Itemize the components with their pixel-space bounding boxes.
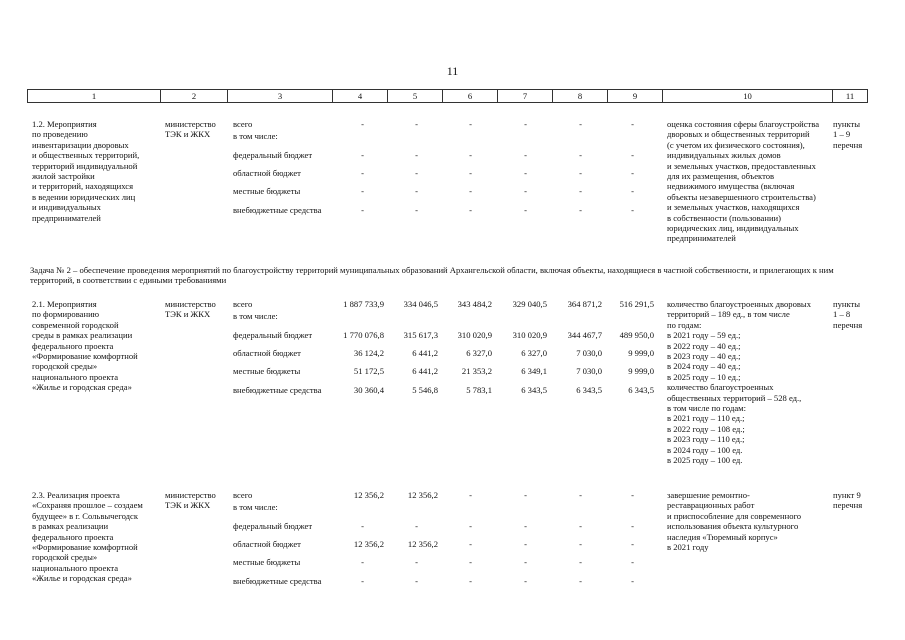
header-col-3: 3 — [228, 90, 333, 103]
value-cell-regional: - — [524, 168, 527, 178]
budget-source-label: местные бюджеты — [233, 186, 301, 196]
value-cell-extra: 5 783,1 — [466, 385, 492, 395]
value-cell-federal: 489 950,0 — [619, 330, 654, 340]
indicator-ref: пункты 1 – 9 перечня — [833, 119, 863, 150]
value-cell-extra: - — [469, 205, 472, 215]
budget-source-label: местные бюджеты — [233, 557, 301, 567]
value-cell-total: 329 040,5 — [512, 299, 547, 309]
indicator-ref: пункт 9 перечня — [833, 490, 863, 511]
header-col-1: 1 — [28, 90, 161, 103]
value-cell-local: 9 999,0 — [628, 366, 654, 376]
value-cell-total: - — [524, 490, 527, 500]
value-cell-extra: - — [524, 576, 527, 586]
value-cell-federal: - — [631, 521, 634, 531]
value-cell-total: - — [631, 119, 634, 129]
value-cell-federal: - — [524, 521, 527, 531]
value-cell-regional: 6 327,0 — [521, 348, 547, 358]
value-cell-total: 364 871,2 — [567, 299, 602, 309]
value-cell-extra: 30 360,4 — [353, 385, 384, 395]
value-cell-regional: - — [469, 539, 472, 549]
value-cell-extra: 6 343,5 — [521, 385, 547, 395]
value-cell-total: 1 887 733,9 — [343, 299, 384, 309]
header-col-2: 2 — [161, 90, 228, 103]
column-number-header — [27, 89, 868, 103]
value-cell-total: 343 484,2 — [457, 299, 492, 309]
value-cell-federal: 315 617,3 — [403, 330, 438, 340]
budget-source-label: федеральный бюджет — [233, 330, 313, 340]
value-cell-local: 21 353,2 — [461, 366, 492, 376]
value-cell-federal: - — [361, 150, 364, 160]
value-cell-local: - — [469, 557, 472, 567]
value-cell-regional: 6 327,0 — [466, 348, 492, 358]
budget-source-label: областной бюджет — [233, 539, 301, 549]
value-cell-federal: - — [469, 521, 472, 531]
expected-result: оценка состояния сферы благоустройства дворовых и общественных территорий (с учетом их физического состояния), индивидуальных жилых домов и земельных участков, предоставленных для их размещения, объектов недвижимого имущества (включая объекты незавершенного строительства) и земельных участков, находящихся в собственности (пользовании) юридических лиц, индивидуальных предпринимателей — [667, 119, 820, 244]
value-cell-regional: - — [415, 168, 418, 178]
value-cell-regional: - — [524, 539, 527, 549]
value-cell-local: 6 441,2 — [412, 366, 438, 376]
value-cell-total: 334 046,5 — [403, 299, 438, 309]
value-cell-federal: - — [579, 150, 582, 160]
value-cell-extra: 5 546,8 — [412, 385, 438, 395]
value-cell-local: - — [524, 186, 527, 196]
value-cell-federal: - — [524, 150, 527, 160]
value-cell-federal: - — [469, 150, 472, 160]
value-cell-federal: - — [415, 521, 418, 531]
value-cell-local: 51 172,5 — [353, 366, 384, 376]
header-row — [28, 90, 868, 103]
value-cell-federal: 1 770 076,8 — [343, 330, 384, 340]
value-cell-regional: 6 441,2 — [412, 348, 438, 358]
header-col-8: 8 — [553, 90, 608, 103]
budget-source-label: в том числе: — [233, 502, 278, 512]
value-cell-extra: - — [361, 205, 364, 215]
executor: министерство ТЭК и ЖКХ — [165, 299, 216, 320]
header-col-9: 9 — [608, 90, 663, 103]
value-cell-regional: 12 356,2 — [407, 539, 438, 549]
budget-source-label: областной бюджет — [233, 168, 301, 178]
value-cell-regional: 36 124,2 — [353, 348, 384, 358]
budget-source-label: внебюджетные средства — [233, 205, 322, 215]
value-cell-local: - — [524, 557, 527, 567]
budget-source-label: местные бюджеты — [233, 366, 301, 376]
value-cell-total: - — [579, 119, 582, 129]
expected-result: количество благоустроенных дворовых территорий – 189 ед., в том числе по годам: в 2021 году – 59 ед.; в 2022 году – 40 ед.; в 2023 году – 40 ед.; в 2024 году – 40 ед.; в 2025 году – 10 ед.; количество благоустроенных общественных территорий – 528 ед., в том числе по годам: в 2021 году – 110 ед.; в 2022 году – 108 ед.; в 2023 году – 110 ед.; в 2024 году – 100 ед. в 2025 году – 100 ед. — [667, 299, 812, 466]
value-cell-total: - — [579, 490, 582, 500]
task-2-heading: Задача № 2 – обеспечение проведения мероприятий по благоустройству территорий муниципальных образований Архангельской области, включая объекты, находящиеся в частной собственности, и прилегающих к ним территорий, в соответствии с едиными требованиями — [30, 265, 834, 286]
budget-source-label: в том числе: — [233, 131, 278, 141]
value-cell-local: - — [579, 557, 582, 567]
value-cell-regional: - — [361, 168, 364, 178]
value-cell-total: - — [469, 119, 472, 129]
value-cell-local: - — [469, 186, 472, 196]
header-col-5: 5 — [388, 90, 443, 103]
budget-source-label: федеральный бюджет — [233, 521, 313, 531]
value-cell-regional: - — [631, 539, 634, 549]
value-cell-regional: 12 356,2 — [353, 539, 384, 549]
value-cell-total: 12 356,2 — [353, 490, 384, 500]
value-cell-federal: 310 020,9 — [457, 330, 492, 340]
budget-source-label: внебюджетные средства — [233, 576, 322, 586]
value-cell-federal: 310 020,9 — [512, 330, 547, 340]
value-cell-local: - — [579, 186, 582, 196]
value-cell-extra: - — [579, 205, 582, 215]
value-cell-local: - — [415, 557, 418, 567]
budget-source-label: всего — [233, 490, 253, 500]
budget-source-label: всего — [233, 299, 253, 309]
value-cell-federal: - — [631, 150, 634, 160]
value-cell-federal: - — [579, 521, 582, 531]
value-cell-federal: - — [361, 521, 364, 531]
value-cell-local: 6 349,1 — [521, 366, 547, 376]
value-cell-extra: - — [631, 576, 634, 586]
value-cell-total: - — [361, 119, 364, 129]
header-col-11: 11 — [833, 90, 868, 103]
value-cell-federal: 344 467,7 — [567, 330, 602, 340]
value-cell-extra: 6 343,5 — [576, 385, 602, 395]
header-col-7: 7 — [498, 90, 553, 103]
value-cell-regional: - — [579, 168, 582, 178]
budget-source-label: всего — [233, 119, 253, 129]
value-cell-local: - — [631, 557, 634, 567]
value-cell-regional: - — [631, 168, 634, 178]
value-cell-regional: 9 999,0 — [628, 348, 654, 358]
value-cell-extra: - — [415, 205, 418, 215]
value-cell-extra: - — [579, 576, 582, 586]
budget-source-label: в том числе: — [233, 311, 278, 321]
value-cell-regional: - — [579, 539, 582, 549]
executor: министерство ТЭК и ЖКХ — [165, 490, 216, 511]
header-col-10: 10 — [663, 90, 833, 103]
page-number: 11 — [446, 64, 459, 78]
value-cell-extra: - — [415, 576, 418, 586]
value-cell-local: 7 030,0 — [576, 366, 602, 376]
header-col-4: 4 — [333, 90, 388, 103]
budget-source-label: внебюджетные средства — [233, 385, 322, 395]
expected-result: завершение ремонтно- реставрационных работ и приспособление для современного использования объекта культурного наследия «Тюремный корпус» в 2021 году — [667, 490, 802, 553]
executor: министерство ТЭК и ЖКХ — [165, 119, 216, 140]
value-cell-regional: - — [469, 168, 472, 178]
value-cell-total: - — [524, 119, 527, 129]
value-cell-extra: 6 343,5 — [628, 385, 654, 395]
value-cell-federal: - — [415, 150, 418, 160]
value-cell-local: - — [361, 557, 364, 567]
value-cell-local: - — [361, 186, 364, 196]
value-cell-extra: - — [631, 205, 634, 215]
value-cell-regional: 7 030,0 — [576, 348, 602, 358]
value-cell-extra: - — [469, 576, 472, 586]
measure-name: 2.1. Мероприятия по формированию современной городской среды в рамках реализации федерального проекта «Формирование комфортной городской среды» национального проекта «Жилье и городская среда» — [32, 299, 138, 393]
value-cell-total: - — [469, 490, 472, 500]
budget-source-label: федеральный бюджет — [233, 150, 313, 160]
value-cell-total: - — [415, 119, 418, 129]
value-cell-extra: - — [361, 576, 364, 586]
value-cell-local: - — [631, 186, 634, 196]
value-cell-local: - — [415, 186, 418, 196]
header-col-6: 6 — [443, 90, 498, 103]
value-cell-total: 12 356,2 — [407, 490, 438, 500]
indicator-ref: пункты 1 – 8 перечня — [833, 299, 863, 330]
budget-source-label: областной бюджет — [233, 348, 301, 358]
value-cell-total: 516 291,5 — [619, 299, 654, 309]
measure-name: 2.3. Реализация проекта «Сохраняя прошлое – создаем будущее» в г. Сольвычегодск в рамках реализации федерального проекта «Формирование комфортной городской среды» национального проекта «Жилье и городская среда» — [32, 490, 143, 584]
value-cell-total: - — [631, 490, 634, 500]
value-cell-extra: - — [524, 205, 527, 215]
measure-name: 1.2. Мероприятия по проведению инвентаризации дворовых и общественных территорий, территорий индивидуальной жилой застройки и территорий, находящихся в ведении юридических лиц и индивидуальных предпринимателей — [32, 119, 140, 223]
